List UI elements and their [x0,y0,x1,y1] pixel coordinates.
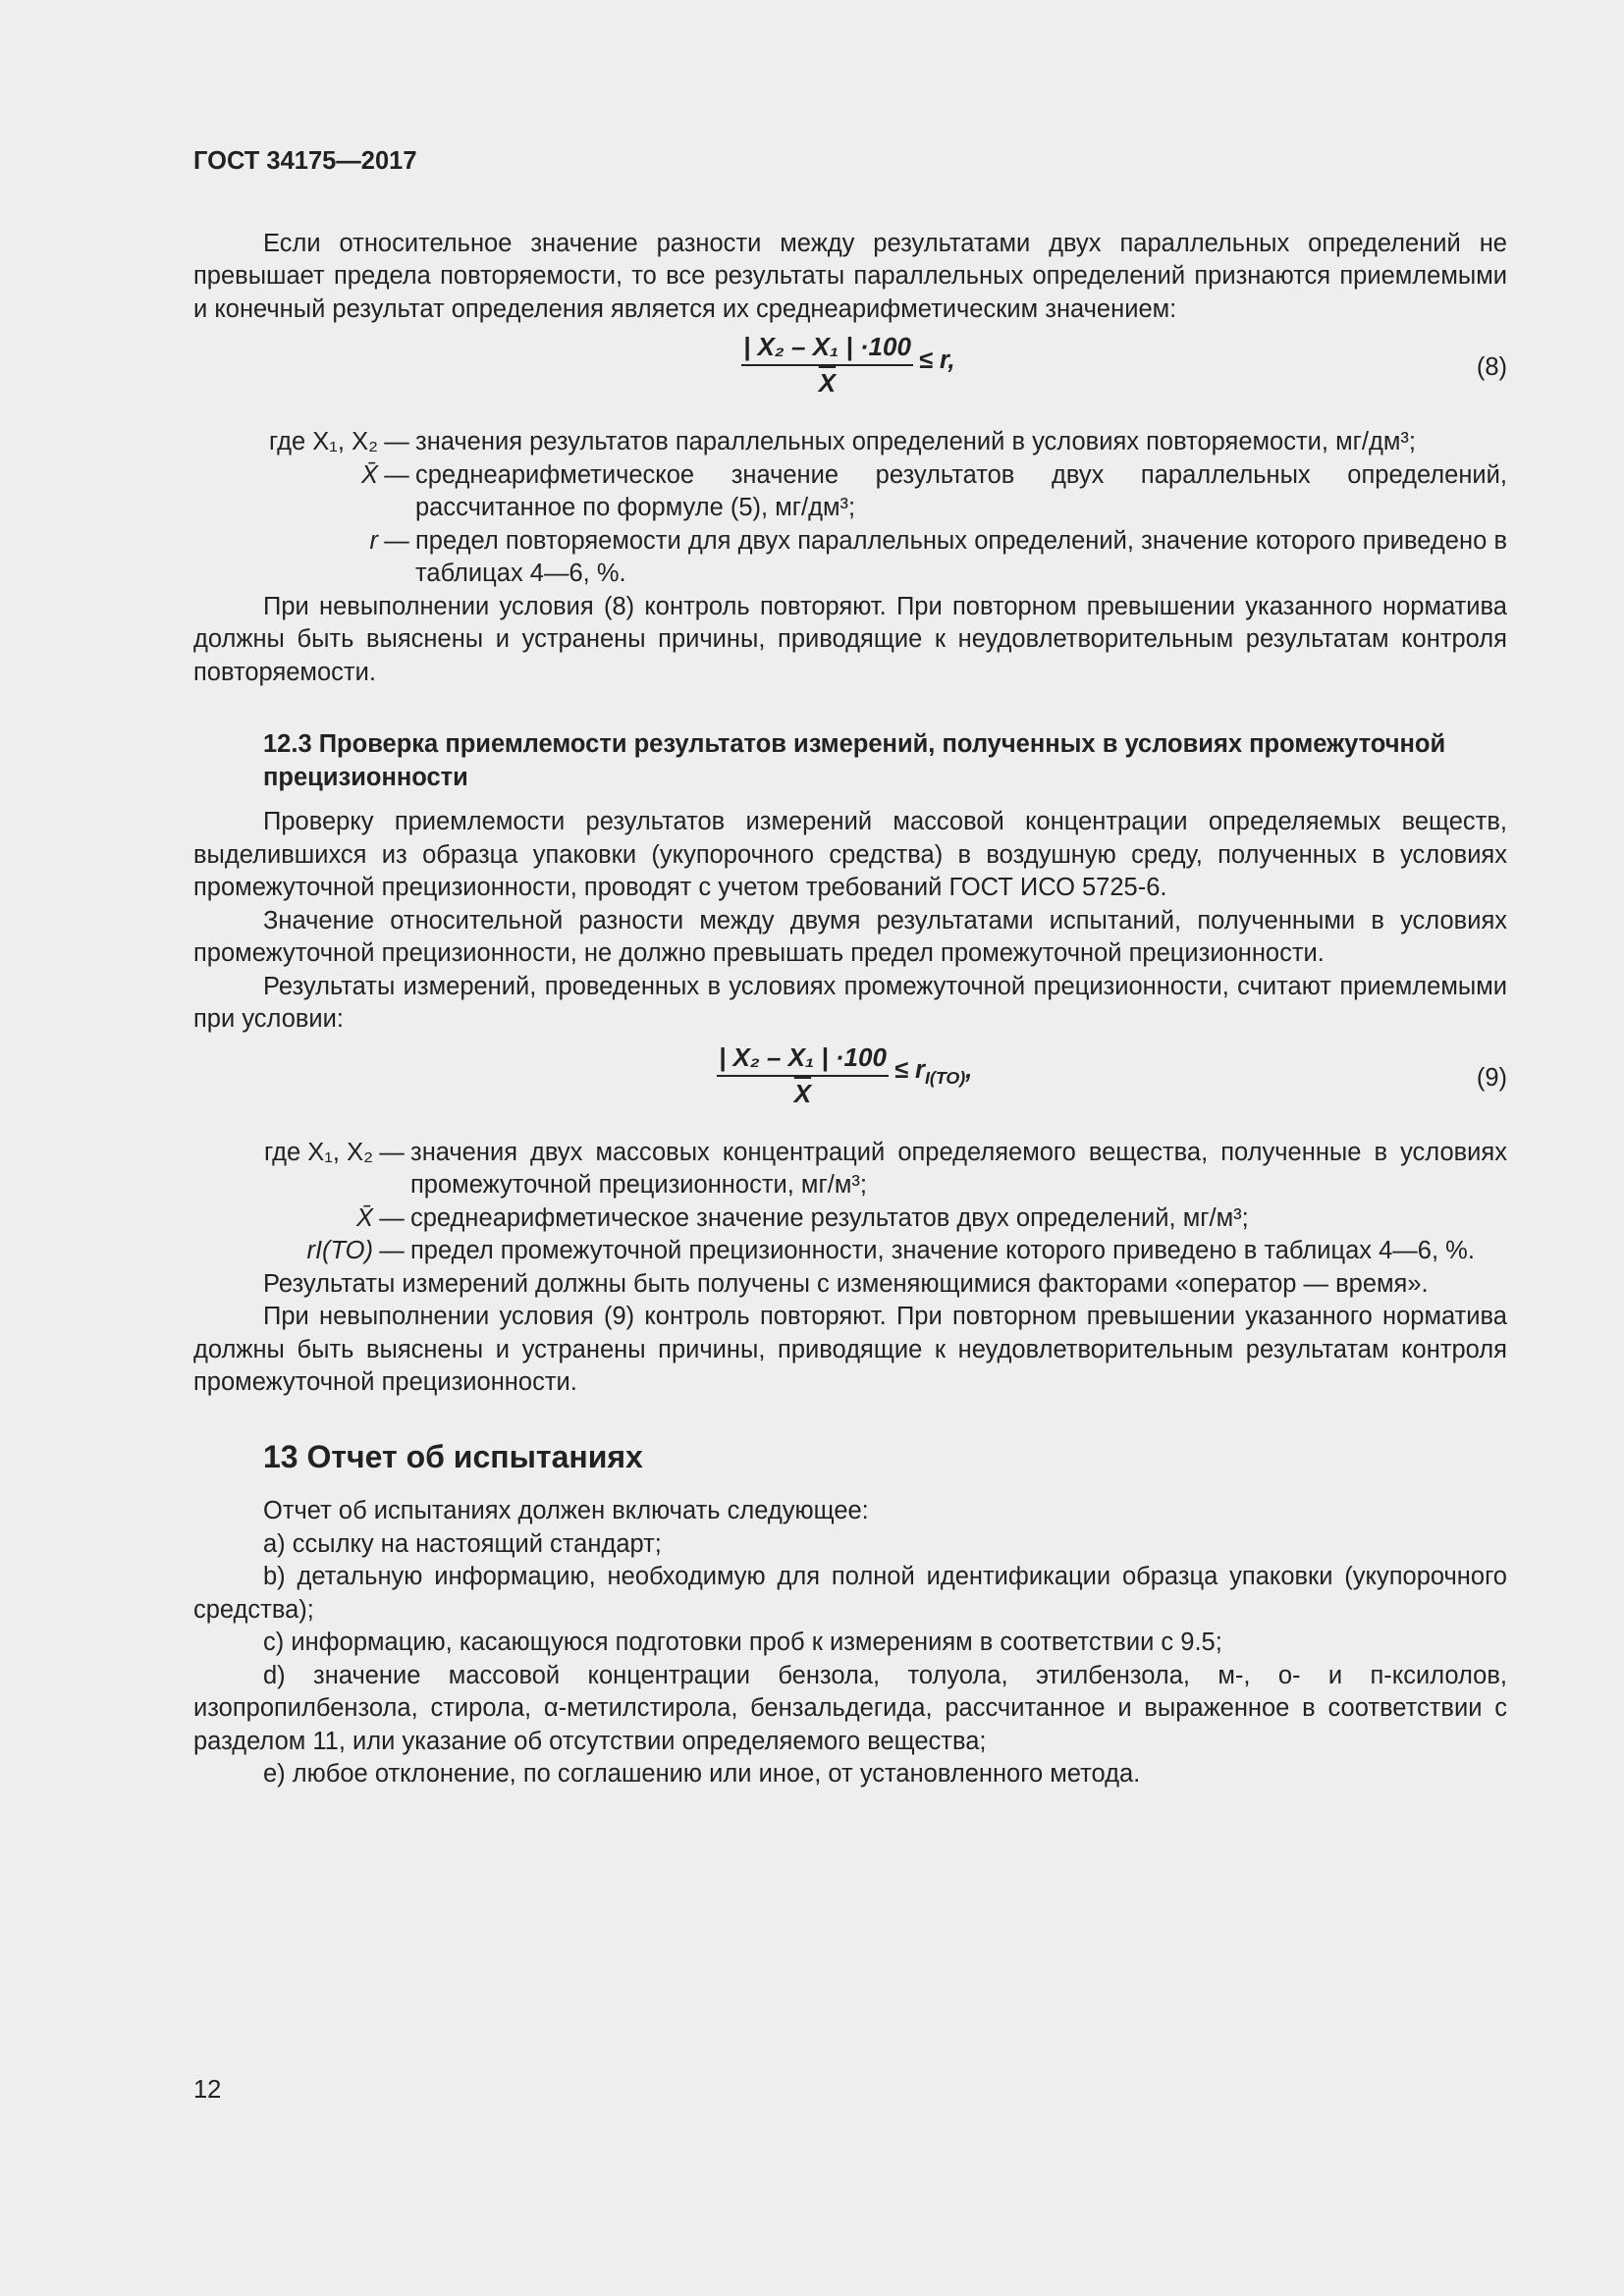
definition-dash: — [379,1237,405,1264]
definition-dash: — [384,526,409,555]
list-item: e) любое отклонение, по соглашению или иное, от установленного метода. [263,1760,1141,1788]
definition-row [193,459,1507,525]
definition-row [193,1202,1507,1236]
definition-symbol: где X₁, X₂ [269,428,378,455]
formula-9-fraction [717,1042,889,1108]
definition-dash: — [384,460,409,489]
formula-8 [193,326,1507,416]
formula-9 [193,1037,1507,1127]
document-header: ГОСТ 34175—2017 [193,147,417,175]
section-heading-13: 13 Отчет об испытаниях [263,1438,643,1474]
definition-row [193,1235,1507,1268]
definition-symbol: где X₁, X₂ [264,1138,373,1166]
definition-row [193,1137,1507,1202]
paragraph-factors: Результаты измерений должны быть получены с изменяющимися факторами «оператор — время». [263,1269,1429,1298]
definition-symbol: r [369,526,378,555]
formula-8-number: (8) [1476,353,1507,381]
definition-text: предел промежуточной прецизионности, значение которого приведено в таблицах 4—6, %. [410,1237,1475,1264]
formula-8-relation: ≤ r, [918,346,955,374]
definition-row [193,426,1507,459]
definition-text: предел повторяемости для двух параллельных определений, значение которого приведено в таблицах 4—6, %. [415,526,1507,587]
definition-dash: — [379,1138,405,1166]
formula-9-denominator: X [793,1078,812,1108]
formula-9-relation-tail: , [965,1056,973,1085]
definition-dash: — [384,428,409,455]
definition-symbol: rI(TO) [306,1237,373,1264]
paragraph-13-intro: Отчет об испытаниях должен включать следующее: [263,1497,869,1524]
paragraph-12-3-a: Проверку приемлемости результатов измерений массовой концентрации определяемых веществ, выделившихся из образца упаковки (укупорочного средства) в воздушную среду, полученных в условиях промежуточной прецизионности, проводят с учетом требований ГОСТ ИСО 5725-6. [193,808,1507,901]
formula-8-fraction [741,332,913,398]
formula-9-numerator: | X₂ – X₁ | ·100 [717,1042,889,1077]
definition-row [193,525,1507,591]
formula-8-denominator: X [818,368,837,398]
section-heading-12-3: 12.3 Проверка приемлемости результатов измерений, полученных в условиях промежуточной прецизионности [263,730,1446,791]
definition-symbol: X̄ [355,1203,373,1232]
definition-symbol: X̄ [360,460,378,489]
definition-text: значения результатов параллельных определений в условиях повторяемости, мг/дм³; [415,428,1416,455]
list-item: d) значение массовой концентрации бензола, толуола, этилбензола, м-, о- и п-ксилолов, изопропилбензола, стирола, α-метилстирола, бензальдегида, рассчитанное и выраженное в соответствии с разделом 11, или указание об отсутствии определяемого вещества; [193,1661,1507,1755]
paragraph-12-3-b: Значение относительной разности между двумя результатами испытаний, полученными в условиях промежуточной прецизионности, не должно превышать предел промежуточной прецизионности. [193,906,1507,967]
paragraph-intro: Если относительное значение разности между результатами двух параллельных определений не превышает предела повторяемости, то все результаты параллельных определений признаются приемлемыми и конечный результат определения является их среднеарифметическим значением: [193,229,1507,323]
definition-text: среднеарифметическое значение результатов двух параллельных определений, рассчитанное по формуле (5), мг/дм³; [415,460,1507,521]
formula-9-expression [717,1042,972,1108]
definition-text: значения двух массовых концентраций определяемого вещества, полученные в условиях промежуточной прецизионности, мг/м³; [410,1138,1507,1199]
list-item: b) детальную информацию, необходимую для полной идентификации образца упаковки (укупорочного средства); [193,1563,1507,1624]
definitions-9 [193,1137,1507,1268]
formula-9-relation [894,1054,972,1088]
formula-8-expression [741,332,955,398]
definitions-8 [193,426,1507,591]
formula-9-relation-main: ≤ r [893,1056,925,1085]
formula-9-number: (9) [1476,1063,1507,1092]
list-item: a) ссылку на настоящий стандарт; [263,1529,662,1558]
document-page [193,145,1507,1791]
paragraph-repeat-8: При невыполнении условия (8) контроль повторяют. При повторном превышении указанного норматива должны быть выяснены и устранены причины, приводящие к неудовлетворительным результатам контроля повторяемости. [193,592,1507,686]
formula-9-relation-sub: I(TO) [924,1068,966,1089]
formula-8-numerator: | X₂ – X₁ | ·100 [741,332,913,366]
definition-text: среднеарифметическое значение результатов двух определений, мг/м³; [410,1203,1249,1232]
page-number: 12 [193,2076,222,2104]
paragraph-repeat-9: При невыполнении условия (9) контроль повторяют. При повторном превышении указанного норматива должны быть выяснены и устранены причины, приводящие к неудовлетворительным результатам контроля промежуточной прецизионности. [193,1303,1507,1396]
paragraph-12-3-c: Результаты измерений, проведенных в условиях промежуточной прецизионности, считают приемлемыми при условии: [193,972,1507,1033]
definition-dash: — [379,1203,405,1232]
list-item: c) информацию, касающуюся подготовки проб к измерениям в соответствии с 9.5; [263,1629,1222,1656]
